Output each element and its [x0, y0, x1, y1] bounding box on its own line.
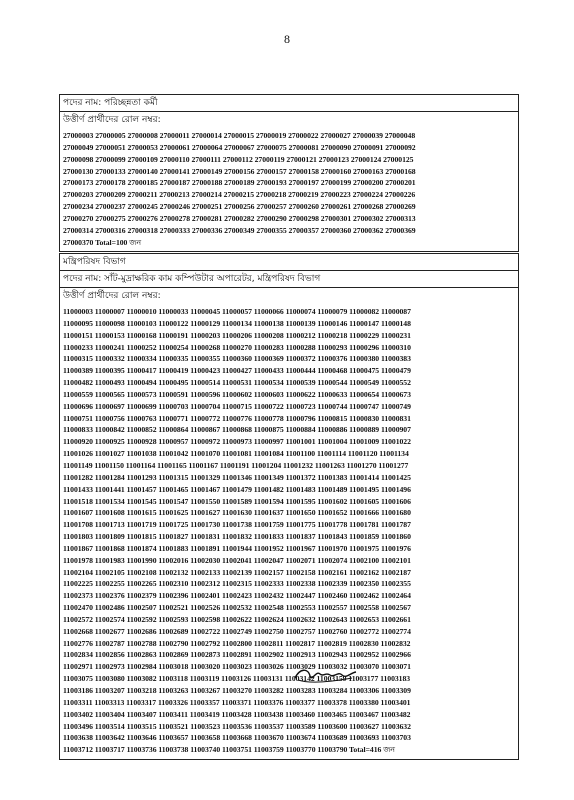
roll-line: 27000270 27000275 27000276 27000278 27000281 27000282 27000290 27000298 27000301 27000302 27000313: [63, 213, 416, 223]
post-name-label: পদের নাম: সাঁট-মুদ্রাক্ষরিক কাম কম্পিউটার অপারেটর, মন্ত্রিপরিষদ বিভাগ: [60, 271, 518, 288]
roll-line: 11003496 11003514 11003515 11003521 11003523 11003536 11003537 11003589 11003600 11003627 11003632: [63, 721, 411, 731]
roll-line: 11000559 11000565 11000573 11000591 11000596 11000602 11000603 11000622 11000633 11000654 11000673: [63, 389, 411, 399]
roll-line: 11001803 11001809 11001815 11001827 11001831 11001832 11001833 11001837 11001843 11001859 11001860: [63, 532, 411, 542]
roll-line: 11002776 11002787 11002788 11002790 11002792 11002800 11002811 11002817 11002819 11002830 11002832: [63, 638, 411, 648]
roll-number-list: [60, 128, 518, 251]
roll-line: 11002572 11002574 11002592 11002593 11002598 11002622 11002624 11002632 11002643 11002653 11002661: [63, 614, 411, 624]
roll-line: 11002104 11002105 11002108 11002132 11002133 11002139 11002157 11002158 11002161 11002162 11002187: [63, 567, 411, 577]
roll-line: 11000833 11000842 11000852 11000864 11000867 11000868 11000875 11000884 11000886 11000889 11000907: [63, 425, 411, 435]
roll-line: 11001867 11001868 11001874 11001883 11001891 11001944 11001952 11001967 11001970 11001975 11001976: [63, 543, 411, 553]
roll-line: 11000751 11000756 11000763 11000771 11000772 11000776 11000778 11000796 11000815 11000830 11000831: [63, 413, 411, 423]
roll-line: 27000173 27000178 27000185 27000187 27000188 27000189 27000193 27000197 27000199 27000200 27000201: [63, 178, 416, 188]
roll-line: 11001518 11001534 11001545 11001547 11001550 11001589 11001594 11001595 11001602 11001605 11001606: [63, 496, 411, 506]
cleaner-results-box: [59, 94, 519, 252]
post-name-label: পদের নাম: পরিচ্ছন্নতা কর্মী: [60, 95, 518, 112]
roll-line: 27000203 27000209 27000211 27000213 27000214 27000215 27000218 27000219 27000223 27000224 27000226: [63, 190, 416, 200]
roll-line: 11003638 11003642 11003646 11003657 11003658 11003668 11003670 11003674 11003689 11003693 11003703: [63, 733, 411, 743]
roll-line: 11002971 11002973 11002984 11003018 11003020 11003023 11003026 11003029 11003032 11003070 11003071: [63, 662, 411, 672]
last-roll-numbers: 27000370 Total=100: [63, 237, 128, 247]
roll-line: 11001978 11001983 11001990 11002016 11002030 11002041 11002047 11002071 11002074 11002100 11002101: [63, 555, 411, 565]
roll-line: 11003186 11003207 11003218 11003263 11003267 11003270 11003282 11003283 11003284 11003306 11003309: [63, 686, 411, 695]
roll-line: 11000482 11000493 11000494 11000495 11000514 11000531 11000534 11000539 11000544 11000549 11000552: [63, 378, 411, 388]
roll-line: 11000920 11000925 11000928 11000957 11000972 11000973 11000997 11001001 11001004 11001009 11001022: [63, 437, 411, 447]
signature: [290, 660, 360, 690]
roll-heading: উত্তীর্ণ প্রার্থীদের রোল নম্বর:: [63, 115, 161, 125]
last-roll-numbers: 11003712 11003717 11003736 11003738 11003740 11003751 11003759 11003770 11003790 Total=416: [63, 745, 382, 755]
roll-line: 11001708 11001713 11001719 11001725 11001730 11001738 11001759 11001775 11001778 11001781 11001787: [63, 520, 411, 530]
roll-line-total: [63, 237, 515, 249]
roll-line: 27000003 27000005 27000008 27000011 27000014 27000015 27000019 27000022 27000027 27000039 27000048: [63, 131, 416, 140]
roll-line: 11001026 11001027 11001038 11001042 11001070 11001081 11001084 11001100 11001114 11001120 11001134: [63, 449, 409, 459]
roll-line: 11003402 11003404 11003407 11003411 11003419 11003428 11003438 11003460 11003465 11003467 11003482: [63, 709, 411, 719]
roll-line: 11000233 11000241 11000252 11000254 11000268 11000270 11000283 11000288 11000293 11000296 11000310: [63, 342, 411, 352]
roll-line: 27000130 27000133 27000140 27000141 27000149 27000156 27000157 27000158 27000160 27000163 27000168: [63, 166, 416, 176]
roll-line: 11002834 11002856 11002863 11002869 11002873 11002891 11002902 11002913 11002943 11002952 11002966: [63, 650, 411, 660]
roll-line: 27000049 27000051 27000053 27000061 27000064 27000067 27000075 27000081 27000090 27000091 27000092: [63, 142, 416, 152]
roll-line: 11001149 11001150 11001164 11001165 11001167 11001191 11001204 11001232 11001263 11001270 11001277: [63, 460, 409, 470]
roll-line: 11002668 11002677 11002686 11002689 11002722 11002749 11002750 11002757 11002760 11002772 11002774: [63, 626, 411, 636]
roll-line: 11000151 11000153 11000168 11000191 11000203 11000206 11000208 11000212 11000218 11000229 11000231: [63, 330, 411, 340]
roll-line: 11000315 11000332 11000334 11000335 11000355 11000360 11000369 11000372 11000376 11000380 11000383: [63, 354, 411, 364]
division-label: মন্ত্রিপরিষদ বিভাগ: [60, 254, 518, 271]
cabinet-division-results-box: [59, 253, 519, 760]
roll-heading: উত্তীর্ণ প্রার্থীদের রোল নম্বর:: [63, 291, 161, 301]
roll-number-list: [60, 304, 518, 759]
roll-line: 27000098 27000099 27000109 27000110 27000111 27000112 27000119 27000121 27000123 27000124 27000125: [63, 154, 414, 164]
total-unit: জন: [383, 745, 396, 755]
roll-line: 27000314 27000316 27000318 27000333 27000336 27000349 27000355 27000357 27000360 27000362 27000369: [63, 225, 416, 235]
roll-line: 11003311 11003313 11003317 11003326 11003357 11003371 11003376 11003377 11003378 11003380 11003401: [63, 697, 411, 707]
roll-line: 11000389 11000395 11000417 11000419 11000423 11000427 11000433 11000444 11000468 11000475 11000479: [63, 366, 411, 376]
roll-line: 11002373 11002376 11002379 11002396 11002401 11002423 11002432 11002447 11002460 11002462 11002464: [63, 591, 411, 601]
roll-line: 11002470 11002486 11002507 11002521 11002526 11002532 11002548 11002553 11002557 11002558 11002567: [63, 603, 411, 613]
roll-line: 11001607 11001608 11001615 11001625 11001627 11001630 11001637 11001650 11001652 11001666 11001680: [63, 508, 411, 518]
roll-line: 11002225 11002255 11002265 11002310 11002312 11002315 11002333 11002338 11002339 11002350 11002355: [63, 579, 411, 589]
roll-line-total: [63, 744, 515, 756]
roll-line: 11000696 11000697 11000699 11000703 11000704 11000715 11000722 11000723 11000744 11000747 11000749: [63, 401, 411, 411]
roll-line: 11001282 11001284 11001293 11001315 11001329 11001346 11001349 11001372 11001383 11001414 11001425: [63, 472, 411, 482]
roll-line: 27000234 27000237 27000245 27000246 27000251 27000256 27000257 27000260 27000261 27000268 27000269: [63, 202, 416, 212]
roll-line: 11003075 11003080 11003082 11003118 11003119 11003126 11003131 11003142 11003159 11003177 11003183: [63, 674, 411, 684]
page-number: 8: [284, 32, 290, 46]
roll-line: 11001433 11001441 11001457 11001465 11001467 11001479 11001482 11001483 11001489 11001495 11001496: [63, 484, 411, 494]
roll-line: 11000095 11000098 11000103 11000122 11000129 11000134 11000138 11000139 11000146 11000147 11000148: [63, 318, 411, 328]
roll-line: 11000003 11000007 11000010 11000033 11000045 11000057 11000066 11000074 11000079 11000082 11000087: [63, 307, 411, 316]
total-unit: জন: [129, 237, 142, 247]
